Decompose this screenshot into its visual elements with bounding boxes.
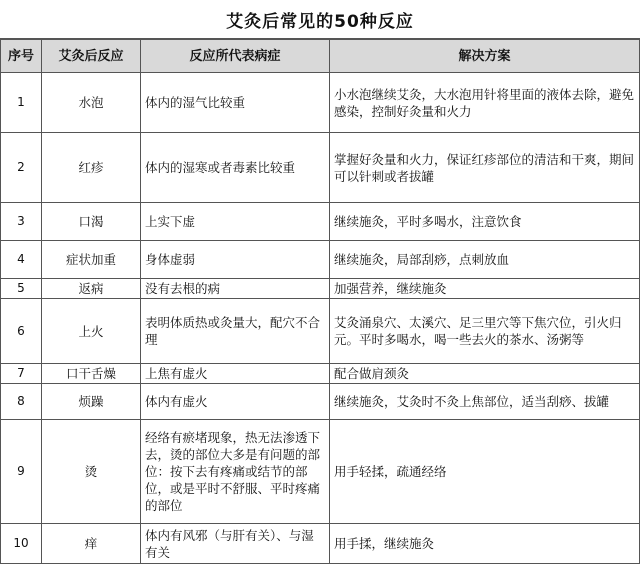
table-row xyxy=(1,279,640,299)
table-title: 艾灸后常见的50种反应 xyxy=(0,0,640,39)
row-condition: 没有去根的病 xyxy=(141,279,330,299)
row-solution: 继续施灸，局部刮痧，点刺放血 xyxy=(330,241,640,279)
row-number: 10 xyxy=(1,524,42,564)
column-header-reaction: 艾灸后反应 xyxy=(42,40,141,73)
table-row xyxy=(1,73,640,133)
row-condition: 体内的湿寒或者毒素比较重 xyxy=(141,133,330,203)
table-row xyxy=(1,384,640,420)
row-solution: 艾灸涌泉穴、太溪穴、足三里穴等下焦穴位，引火归元。平时多喝水，喝一些去火的茶水、汤粥等 xyxy=(330,299,640,364)
table-row xyxy=(1,524,640,564)
table-row xyxy=(1,364,640,384)
row-number: 4 xyxy=(1,241,42,279)
row-solution: 小水泡继续艾灸，大水泡用针将里面的液体去除，避免感染，控制好灸量和火力 xyxy=(330,73,640,133)
row-number: 1 xyxy=(1,73,42,133)
table-header-row xyxy=(1,40,640,73)
row-reaction: 水泡 xyxy=(42,73,141,133)
row-reaction: 口渴 xyxy=(42,203,141,241)
column-header-solution: 解决方案 xyxy=(330,40,640,73)
row-number: 8 xyxy=(1,384,42,420)
row-condition: 上焦有虚火 xyxy=(141,364,330,384)
row-condition: 体内有风邪（与肝有关）、与湿有关 xyxy=(141,524,330,564)
row-reaction: 口干舌燥 xyxy=(42,364,141,384)
row-condition: 身体虚弱 xyxy=(141,241,330,279)
row-reaction: 烫 xyxy=(42,420,141,524)
row-number: 6 xyxy=(1,299,42,364)
row-solution: 继续施灸，平时多喝水，注意饮食 xyxy=(330,203,640,241)
row-solution: 继续施灸，艾灸时不灸上焦部位，适当刮痧、拔罐 xyxy=(330,384,640,420)
row-reaction: 症状加重 xyxy=(42,241,141,279)
row-condition: 经络有瘀堵现象，热无法渗透下去，烫的部位大多是有问题的部位：按下去有疼痛或结节的部位，或是平时不舒服、平时疼痛的部位 xyxy=(141,420,330,524)
row-solution: 配合做肩颈灸 xyxy=(330,364,640,384)
table-row xyxy=(1,203,640,241)
row-condition: 体内有虚火 xyxy=(141,384,330,420)
row-reaction: 烦躁 xyxy=(42,384,141,420)
reaction-table xyxy=(0,39,640,564)
row-number: 3 xyxy=(1,203,42,241)
row-reaction: 红疹 xyxy=(42,133,141,203)
row-number: 5 xyxy=(1,279,42,299)
row-solution: 用手揉，继续施灸 xyxy=(330,524,640,564)
table-row xyxy=(1,241,640,279)
row-condition: 体内的湿气比较重 xyxy=(141,73,330,133)
row-number: 2 xyxy=(1,133,42,203)
column-header-number: 序号 xyxy=(1,40,42,73)
row-solution: 加强营养，继续施灸 xyxy=(330,279,640,299)
row-reaction: 痒 xyxy=(42,524,141,564)
row-solution: 用手轻揉，疏通经络 xyxy=(330,420,640,524)
table-row xyxy=(1,420,640,524)
row-reaction: 返病 xyxy=(42,279,141,299)
row-number: 7 xyxy=(1,364,42,384)
table-row xyxy=(1,299,640,364)
row-condition: 上实下虚 xyxy=(141,203,330,241)
row-reaction: 上火 xyxy=(42,299,141,364)
table-row xyxy=(1,133,640,203)
row-number: 9 xyxy=(1,420,42,524)
row-solution: 掌握好灸量和火力，保证红疹部位的清洁和干爽，期间可以针刺或者拔罐 xyxy=(330,133,640,203)
row-condition: 表明体质热或灸量大，配穴不合理 xyxy=(141,299,330,364)
column-header-condition: 反应所代表病症 xyxy=(141,40,330,73)
